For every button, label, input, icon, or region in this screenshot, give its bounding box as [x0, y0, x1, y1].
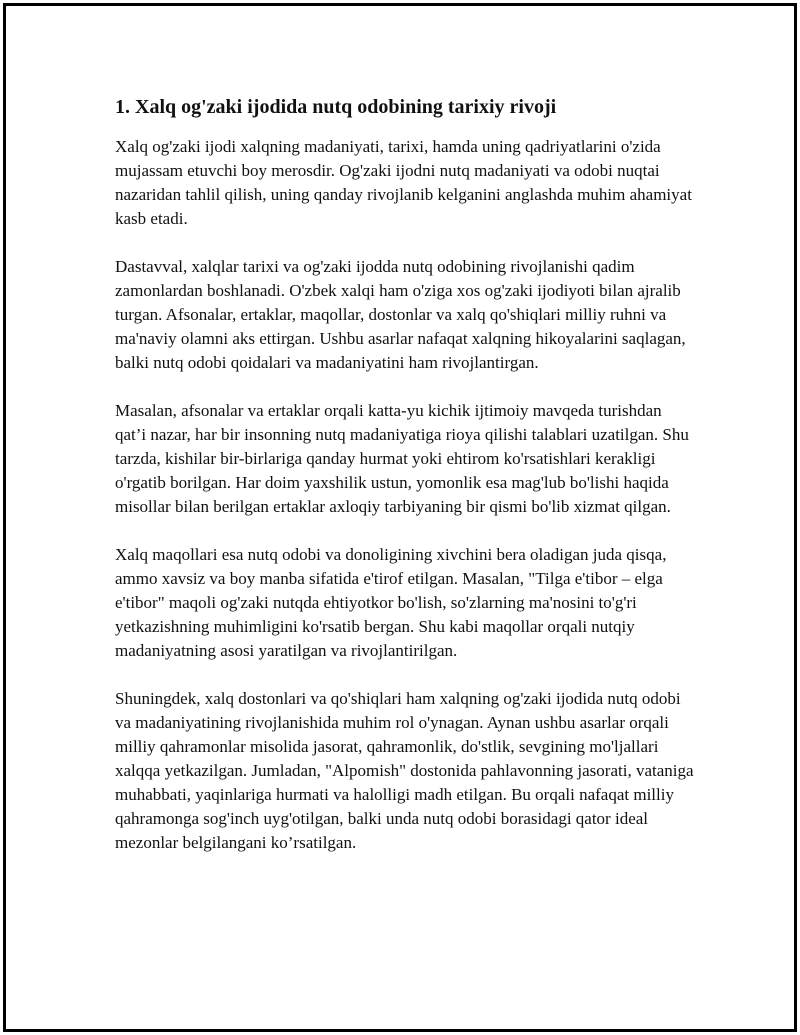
paragraph-3: Masalan, afsonalar va ertaklar orqali katta-yu kichik ijtimoiy mavqeda turishdan qat’i nazar, har bir insonning nutq madaniyatiga rioya qilishi talablari uzatilgan. Shu tarzda, kishilar bir-birlariga qanday hurmat yoki ehtirom ko'rsatishlari kerakligi o'rgatib borilgan. Har doim yaxshilik ustun, yomonlik esa mag'lub bo'lishi haqida misollar bilan berilgan ertaklar axloqiy tarbiyaning bir qismi bo'lib xizmat qilgan.	[115, 401, 689, 516]
paragraph-1: Xalq og'zaki ijodi xalqning madaniyati, tarixi, hamda uning qadriyatlarini o'zida mujassam etuvchi boy merosdir. Og'zaki ijodni nutq madaniyati va odobi nuqtai nazaridan tahlil qilish, uning qanday rivojlanib kelganini anglashda muhim ahamiyat kasb etadi.	[115, 137, 692, 228]
paragraph-5: Shuningdek, xalq dostonlari va qo'shiqlari ham xalqning og'zaki ijodida nutq odobi va madaniyatining rivojlanishida muhim rol o'ynagan. Aynan ushbu asarlar orqali milliy qahramonlar misolida jasorat, qahramonlik, do'stlik, sevgining mo'ljallari xalqqa yetkazilgan. Jumladan, "Alpomish" dostonida pahlavonning jasorati, vataniga muhabbati, yaqinlariga hurmati va halolligi madh etilgan. Bu orqali nafaqat milliy qahramonga sog'inch uyg'otilgan, balki unda nutq odobi borasidagi qator ideal mezonlar belgilangani ko’rsatilgan.	[115, 689, 694, 852]
document-body	[115, 93, 695, 879]
paragraph-4: Xalq maqollari esa nutq odobi va donoligining xivchini bera oladigan juda qisqa, ammo xavsiz va boy manba sifatida e'tirof etilgan. Masalan, "Tilga e'tibor – elga e'tibor" maqoli og'zaki nutqda ehtiyotkor bo'lish, so'zlarning ma'nosini to'g'ri yetkazishning muhimligini ko'rsatib bergan. Shu kabi maqollar orqali nutqiy madaniyatning asosi yaratilgan va rivojlantirilgan.	[115, 545, 667, 660]
paragraph-2: Dastavval, xalqlar tarixi va og'zaki ijodda nutq odobining rivojlanishi qadim zamonlardan boshlanadi. O'zbek xalqi ham o'ziga xos og'zaki ijodiyoti bilan ajralib turgan. Afsonalar, ertaklar, maqollar, dostonlar va xalq qo'shiqlari milliy ruhni va ma'naviy olamni aks ettirgan. Ushbu asarlar nafaqat xalqning hikoyalarini saqlagan, balki nutq odobi qoidalari va madaniyatini ham rivojlantirgan.	[115, 257, 686, 372]
section-heading: 1. Xalq og'zaki ijodida nutq odobining tarixiy rivoji	[115, 96, 557, 118]
